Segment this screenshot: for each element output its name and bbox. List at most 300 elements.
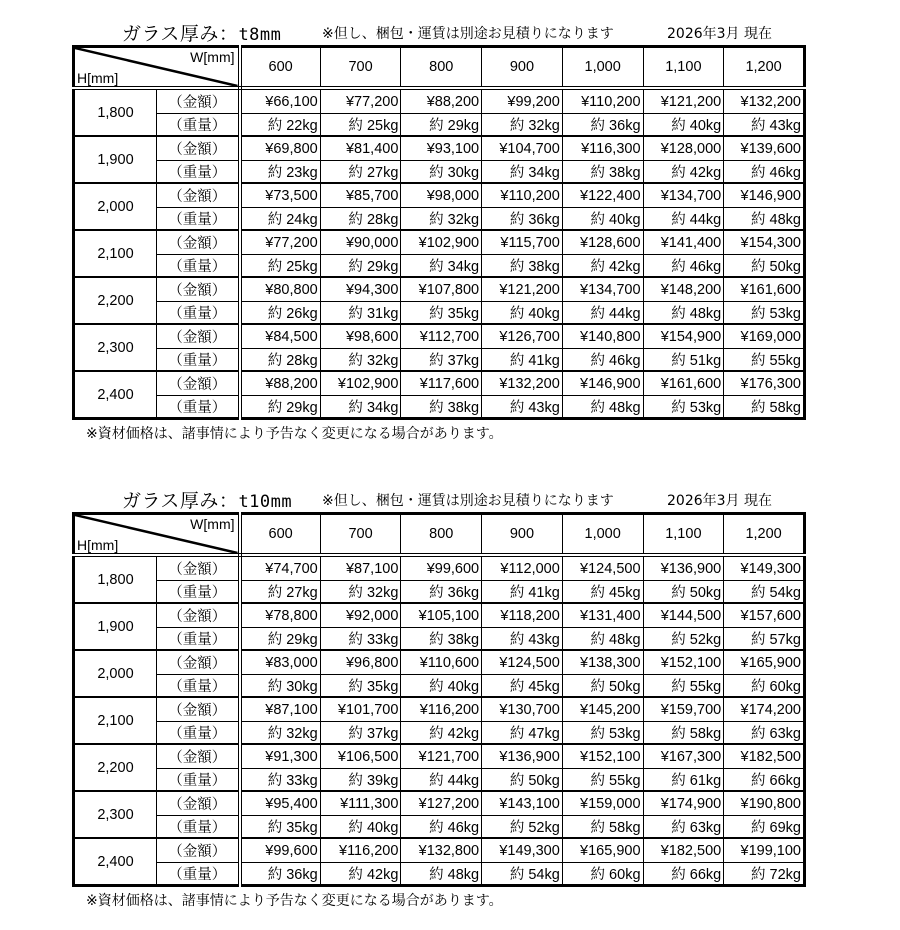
price-cell: ¥117,600 [401, 371, 482, 396]
weight-cell: 約 30kg [401, 161, 482, 184]
weight-cell: 約 39kg [320, 769, 401, 792]
weight-cell: 約 40kg [562, 208, 643, 231]
price-cell: ¥101,700 [320, 697, 401, 722]
weight-cell: 約 36kg [482, 208, 563, 231]
weight-cell: 約 33kg [240, 769, 321, 792]
height-value: 2,400 [74, 838, 157, 886]
width-axis-label: W[mm] [190, 49, 235, 65]
weight-cell: 約 42kg [562, 255, 643, 278]
price-cell: ¥92,000 [320, 603, 401, 628]
price-cell: ¥87,100 [320, 555, 401, 581]
price-row [74, 603, 805, 628]
price-cell: ¥112,700 [401, 324, 482, 349]
price-label: （金額） [157, 697, 240, 722]
price-cell: ¥90,000 [320, 230, 401, 255]
weight-cell: 約 32kg [401, 208, 482, 231]
price-cell: ¥174,900 [643, 791, 724, 816]
weight-cell: 約 32kg [320, 581, 401, 604]
weight-cell: 約 42kg [643, 161, 724, 184]
height-value: 2,200 [74, 277, 157, 324]
price-cell: ¥121,200 [482, 277, 563, 302]
weight-cell: 約 72kg [724, 863, 805, 886]
weight-cell: 約 57kg [724, 628, 805, 651]
price-cell: ¥174,200 [724, 697, 805, 722]
glass-thickness-title [122, 19, 281, 46]
price-change-footnote: ※資材価格は、諸事情により予告なく変更になる場合があります。 [86, 893, 503, 909]
height-axis-label: H[mm] [77, 70, 119, 86]
price-table-block-t10 [72, 482, 806, 910]
price-cell: ¥134,700 [643, 183, 724, 208]
weight-cell: 約 33kg [320, 628, 401, 651]
weight-cell: 約 29kg [320, 255, 401, 278]
price-cell: ¥99,200 [482, 88, 563, 114]
price-cell: ¥146,900 [562, 371, 643, 396]
weight-row [74, 349, 805, 372]
weight-cell: 約 35kg [320, 675, 401, 698]
weight-cell: 約 44kg [562, 302, 643, 325]
height-value: 2,300 [74, 324, 157, 371]
weight-cell: 約 48kg [562, 628, 643, 651]
weight-cell: 約 69kg [724, 816, 805, 839]
weight-label: （重量） [157, 208, 240, 231]
price-label: （金額） [157, 277, 240, 302]
weight-cell: 約 42kg [401, 722, 482, 745]
price-cell: ¥167,300 [643, 744, 724, 769]
price-cell: ¥148,200 [643, 277, 724, 302]
height-value: 1,800 [74, 88, 157, 136]
price-cell: ¥124,500 [562, 555, 643, 581]
price-row [74, 183, 805, 208]
height-value: 2,100 [74, 230, 157, 277]
weight-cell: 約 66kg [724, 769, 805, 792]
price-cell: ¥182,500 [643, 838, 724, 863]
weight-cell: 約 53kg [562, 722, 643, 745]
price-cell: ¥190,800 [724, 791, 805, 816]
price-label: （金額） [157, 371, 240, 396]
price-label: （金額） [157, 230, 240, 255]
price-cell: ¥115,700 [482, 230, 563, 255]
price-cell: ¥93,100 [401, 136, 482, 161]
price-cell: ¥74,700 [240, 555, 321, 581]
weight-label: （重量） [157, 769, 240, 792]
price-cell: ¥161,600 [643, 371, 724, 396]
weight-cell: 約 50kg [482, 769, 563, 792]
price-cell: ¥121,200 [643, 88, 724, 114]
weight-cell: 約 48kg [643, 302, 724, 325]
weight-cell: 約 46kg [562, 349, 643, 372]
weight-cell: 約 31kg [320, 302, 401, 325]
weight-cell: 約 36kg [401, 581, 482, 604]
weight-cell: 約 55kg [724, 349, 805, 372]
glass-thickness-title [122, 486, 292, 513]
height-value: 1,800 [74, 555, 157, 603]
price-label: （金額） [157, 324, 240, 349]
width-header: 1,100 [643, 514, 724, 556]
price-cell: ¥136,900 [643, 555, 724, 581]
width-header: 700 [320, 47, 401, 89]
table-title-bar [72, 15, 806, 45]
price-row [74, 650, 805, 675]
weight-cell: 約 60kg [562, 863, 643, 886]
weight-cell: 約 40kg [482, 302, 563, 325]
price-cell: ¥128,000 [643, 136, 724, 161]
price-label: （金額） [157, 744, 240, 769]
price-row [74, 744, 805, 769]
weight-label: （重量） [157, 302, 240, 325]
weight-cell: 約 40kg [401, 675, 482, 698]
price-row [74, 88, 805, 114]
price-cell: ¥107,800 [401, 277, 482, 302]
weight-cell: 約 28kg [240, 349, 321, 372]
width-header: 1,000 [562, 514, 643, 556]
weight-cell: 約 34kg [401, 255, 482, 278]
weight-cell: 約 32kg [320, 349, 401, 372]
weight-cell: 約 50kg [562, 675, 643, 698]
weight-cell: 約 29kg [240, 396, 321, 419]
weight-cell: 約 40kg [320, 816, 401, 839]
price-cell: ¥85,700 [320, 183, 401, 208]
weight-cell: 約 27kg [240, 581, 321, 604]
price-cell: ¥118,200 [482, 603, 563, 628]
width-header: 600 [240, 47, 321, 89]
price-cell: ¥99,600 [240, 838, 321, 863]
weight-row [74, 628, 805, 651]
price-cell: ¥132,200 [482, 371, 563, 396]
weight-row [74, 816, 805, 839]
price-cell: ¥182,500 [724, 744, 805, 769]
weight-label: （重量） [157, 161, 240, 184]
weight-row [74, 302, 805, 325]
weight-cell: 約 50kg [643, 581, 724, 604]
weight-cell: 約 63kg [643, 816, 724, 839]
price-cell: ¥112,000 [482, 555, 563, 581]
price-cell: ¥144,500 [643, 603, 724, 628]
price-cell: ¥116,200 [401, 697, 482, 722]
corner-header [74, 514, 240, 556]
price-row [74, 136, 805, 161]
weight-cell: 約 54kg [482, 863, 563, 886]
price-cell: ¥128,600 [562, 230, 643, 255]
price-cell: ¥140,800 [562, 324, 643, 349]
weight-cell: 約 47kg [482, 722, 563, 745]
weight-cell: 約 26kg [240, 302, 321, 325]
price-cell: ¥126,700 [482, 324, 563, 349]
price-cell: ¥102,900 [320, 371, 401, 396]
weight-cell: 約 38kg [401, 396, 482, 419]
weight-cell: 約 44kg [401, 769, 482, 792]
height-value: 1,900 [74, 136, 157, 183]
weight-cell: 約 46kg [724, 161, 805, 184]
weight-cell: 約 52kg [482, 816, 563, 839]
height-value: 2,300 [74, 791, 157, 838]
price-change-footnote: ※資材価格は、諸事情により予告なく変更になる場合があります。 [86, 426, 503, 442]
price-cell: ¥132,200 [724, 88, 805, 114]
weight-cell: 約 48kg [562, 396, 643, 419]
price-label: （金額） [157, 555, 240, 581]
price-table-block-t8 [72, 15, 806, 443]
weight-label: （重量） [157, 114, 240, 137]
price-label: （金額） [157, 136, 240, 161]
width-header: 600 [240, 514, 321, 556]
price-cell: ¥121,700 [401, 744, 482, 769]
weight-row [74, 161, 805, 184]
price-cell: ¥87,100 [240, 697, 321, 722]
table-title-bar [72, 482, 806, 512]
weight-cell: 約 48kg [724, 208, 805, 231]
weight-cell: 約 29kg [240, 628, 321, 651]
weight-cell: 約 38kg [401, 628, 482, 651]
width-header: 1,200 [724, 514, 805, 556]
weight-cell: 約 40kg [643, 114, 724, 137]
shipping-note: ※但し、梱包・運賃は別途お見積りになります [322, 26, 614, 42]
weight-cell: 約 35kg [240, 816, 321, 839]
price-label: （金額） [157, 791, 240, 816]
weight-cell: 約 52kg [643, 628, 724, 651]
thickness-value: t10mm [238, 492, 293, 512]
price-row [74, 697, 805, 722]
weight-cell: 約 36kg [562, 114, 643, 137]
price-cell: ¥95,400 [240, 791, 321, 816]
price-cell: ¥84,500 [240, 324, 321, 349]
weight-label: （重量） [157, 349, 240, 372]
weight-cell: 約 41kg [482, 349, 563, 372]
price-cell: ¥136,900 [482, 744, 563, 769]
height-value: 1,900 [74, 603, 157, 650]
width-header: 700 [320, 514, 401, 556]
weight-cell: 約 55kg [562, 769, 643, 792]
price-cell: ¥159,700 [643, 697, 724, 722]
weight-cell: 約 54kg [724, 581, 805, 604]
price-cell: ¥138,300 [562, 650, 643, 675]
price-cell: ¥131,400 [562, 603, 643, 628]
weight-label: （重量） [157, 255, 240, 278]
weight-row [74, 863, 805, 886]
thickness-value: t8mm [238, 25, 282, 45]
price-cell: ¥149,300 [724, 555, 805, 581]
weight-cell: 約 37kg [320, 722, 401, 745]
price-row [74, 838, 805, 863]
title-label: ガラス厚み： [122, 23, 239, 45]
price-cell: ¥122,400 [562, 183, 643, 208]
price-cell: ¥143,100 [482, 791, 563, 816]
price-cell: ¥98,000 [401, 183, 482, 208]
price-cell: ¥73,500 [240, 183, 321, 208]
price-cell: ¥111,300 [320, 791, 401, 816]
weight-row [74, 675, 805, 698]
weight-cell: 約 25kg [240, 255, 321, 278]
weight-row [74, 396, 805, 419]
weight-cell: 約 42kg [320, 863, 401, 886]
price-cell: ¥159,000 [562, 791, 643, 816]
price-cell: ¥88,200 [240, 371, 321, 396]
price-cell: ¥152,100 [562, 744, 643, 769]
weight-cell: 約 35kg [401, 302, 482, 325]
weight-label: （重量） [157, 396, 240, 419]
price-cell: ¥145,200 [562, 697, 643, 722]
price-cell: ¥199,100 [724, 838, 805, 863]
weight-row [74, 722, 805, 745]
weight-cell: 約 22kg [240, 114, 321, 137]
price-cell: ¥104,700 [482, 136, 563, 161]
width-header: 900 [482, 47, 563, 89]
width-header: 800 [401, 47, 482, 89]
price-cell: ¥154,900 [643, 324, 724, 349]
weight-cell: 約 58kg [562, 816, 643, 839]
weight-cell: 約 28kg [320, 208, 401, 231]
width-header: 900 [482, 514, 563, 556]
price-cell: ¥165,900 [724, 650, 805, 675]
weight-cell: 約 45kg [482, 675, 563, 698]
price-cell: ¥106,500 [320, 744, 401, 769]
weight-cell: 約 46kg [401, 816, 482, 839]
price-cell: ¥132,800 [401, 838, 482, 863]
height-value: 2,200 [74, 744, 157, 791]
price-cell: ¥154,300 [724, 230, 805, 255]
weight-row [74, 208, 805, 231]
weight-cell: 約 27kg [320, 161, 401, 184]
price-row [74, 230, 805, 255]
weight-label: （重量） [157, 816, 240, 839]
weight-cell: 約 23kg [240, 161, 321, 184]
width-header: 1,000 [562, 47, 643, 89]
price-cell: ¥78,800 [240, 603, 321, 628]
weight-cell: 約 43kg [482, 396, 563, 419]
weight-cell: 約 32kg [482, 114, 563, 137]
weight-cell: 約 48kg [401, 863, 482, 886]
weight-cell: 約 29kg [401, 114, 482, 137]
weight-cell: 約 53kg [724, 302, 805, 325]
price-cell: ¥96,800 [320, 650, 401, 675]
price-cell: ¥127,200 [401, 791, 482, 816]
weight-cell: 約 34kg [320, 396, 401, 419]
price-cell: ¥88,200 [401, 88, 482, 114]
weight-cell: 約 43kg [724, 114, 805, 137]
width-header: 1,200 [724, 47, 805, 89]
weight-cell: 約 30kg [240, 675, 321, 698]
width-header: 1,100 [643, 47, 724, 89]
price-row [74, 371, 805, 396]
shipping-note: ※但し、梱包・運賃は別途お見積りになります [322, 493, 614, 509]
price-date: 2026年3月 現在 [667, 493, 772, 509]
weight-cell: 約 46kg [643, 255, 724, 278]
price-cell: ¥69,800 [240, 136, 321, 161]
price-cell: ¥141,400 [643, 230, 724, 255]
weight-row [74, 581, 805, 604]
price-cell: ¥94,300 [320, 277, 401, 302]
price-cell: ¥134,700 [562, 277, 643, 302]
price-row [74, 555, 805, 581]
width-axis-label: W[mm] [190, 516, 235, 532]
width-header: 800 [401, 514, 482, 556]
weight-cell: 約 32kg [240, 722, 321, 745]
price-label: （金額） [157, 603, 240, 628]
weight-cell: 約 41kg [482, 581, 563, 604]
price-cell: ¥66,100 [240, 88, 321, 114]
price-cell: ¥169,000 [724, 324, 805, 349]
weight-cell: 約 45kg [562, 581, 643, 604]
price-cell: ¥77,200 [240, 230, 321, 255]
price-label: （金額） [157, 838, 240, 863]
price-table [72, 512, 806, 887]
price-cell: ¥110,200 [562, 88, 643, 114]
title-label: ガラス厚み： [122, 490, 239, 512]
weight-row [74, 255, 805, 278]
price-date: 2026年3月 現在 [667, 26, 772, 42]
weight-cell: 約 44kg [643, 208, 724, 231]
price-cell: ¥77,200 [320, 88, 401, 114]
price-cell: ¥146,900 [724, 183, 805, 208]
price-row [74, 324, 805, 349]
weight-label: （重量） [157, 581, 240, 604]
price-label: （金額） [157, 88, 240, 114]
weight-cell: 約 25kg [320, 114, 401, 137]
price-label: （金額） [157, 650, 240, 675]
weight-row [74, 769, 805, 792]
weight-cell: 約 58kg [724, 396, 805, 419]
price-cell: ¥152,100 [643, 650, 724, 675]
price-cell: ¥130,700 [482, 697, 563, 722]
header-row [74, 47, 805, 89]
corner-header [74, 47, 240, 89]
weight-cell: 約 43kg [482, 628, 563, 651]
price-cell: ¥110,200 [482, 183, 563, 208]
height-value: 2,100 [74, 697, 157, 744]
weight-cell: 約 53kg [643, 396, 724, 419]
price-label: （金額） [157, 183, 240, 208]
weight-cell: 約 50kg [724, 255, 805, 278]
price-cell: ¥149,300 [482, 838, 563, 863]
price-row [74, 277, 805, 302]
weight-cell: 約 34kg [482, 161, 563, 184]
weight-cell: 約 36kg [240, 863, 321, 886]
height-value: 2,000 [74, 183, 157, 230]
weight-label: （重量） [157, 722, 240, 745]
weight-cell: 約 24kg [240, 208, 321, 231]
price-cell: ¥124,500 [482, 650, 563, 675]
price-cell: ¥99,600 [401, 555, 482, 581]
price-cell: ¥81,400 [320, 136, 401, 161]
price-cell: ¥139,600 [724, 136, 805, 161]
weight-cell: 約 61kg [643, 769, 724, 792]
price-cell: ¥116,300 [562, 136, 643, 161]
header-row [74, 514, 805, 556]
price-cell: ¥98,600 [320, 324, 401, 349]
price-cell: ¥102,900 [401, 230, 482, 255]
price-cell: ¥80,800 [240, 277, 321, 302]
price-cell: ¥165,900 [562, 838, 643, 863]
weight-cell: 約 66kg [643, 863, 724, 886]
weight-cell: 約 37kg [401, 349, 482, 372]
price-cell: ¥161,600 [724, 277, 805, 302]
weight-cell: 約 38kg [482, 255, 563, 278]
price-cell: ¥157,600 [724, 603, 805, 628]
weight-cell: 約 60kg [724, 675, 805, 698]
weight-cell: 約 38kg [562, 161, 643, 184]
weight-cell: 約 51kg [643, 349, 724, 372]
price-row [74, 791, 805, 816]
weight-row [74, 114, 805, 137]
price-cell: ¥105,100 [401, 603, 482, 628]
weight-cell: 約 58kg [643, 722, 724, 745]
height-value: 2,000 [74, 650, 157, 697]
weight-cell: 約 63kg [724, 722, 805, 745]
weight-cell: 約 55kg [643, 675, 724, 698]
price-cell: ¥176,300 [724, 371, 805, 396]
price-cell: ¥91,300 [240, 744, 321, 769]
price-table [72, 45, 806, 420]
price-cell: ¥110,600 [401, 650, 482, 675]
weight-label: （重量） [157, 628, 240, 651]
